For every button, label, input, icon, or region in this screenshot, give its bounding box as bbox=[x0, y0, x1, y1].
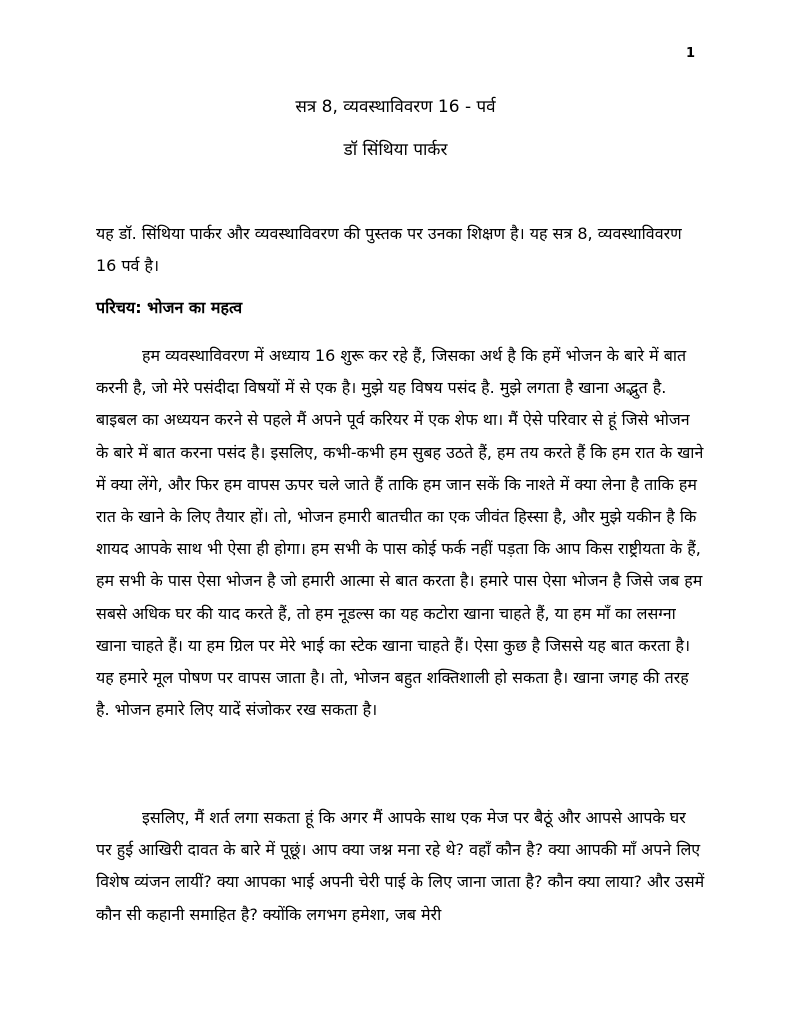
body-paragraph: इसलिए, मैं शर्त लगा सकता हूं कि अगर मैं आपके साथ एक मेज पर बैठूं और आपसे आपके घर पर हुई आखिरी दावत के बारे में पूछूं। आप क्या जश्न मना रहे थे? वहाँ कौन है? क्या आपकी माँ अपने लिए विशेष व्यंजन लायीं? क्या आपका भाई अपनी चेरी पाई के लिए जाना जाता है? कौन क्या लाया? और उसमें कौन सी कहानी समाहित है? क्योंकि लगभग हमेशा, जब मेरी bbox=[96, 808, 705, 924]
intro-paragraph: यह डॉ. सिंथिया पार्कर और व्यवस्थाविवरण की पुस्तक पर उनका शिक्षण है। यह सत्र 8, व्यवस्थाविवरण 16 पर्व है। bbox=[96, 224, 682, 275]
body-paragraph: हम व्यवस्थाविवरण में अध्याय 16 शुरू कर रहे हैं, जिसका अर्थ है कि हमें भोजन के बारे में बात करनी है, जो मेरे पसंदीदा विषयों में से एक है। मुझे यह विषय पसंद है. मुझे लगता है खाना अद्भुत है. बाइबल का अध्ययन करने से पहले मैं अपने पूर्व करियर में एक शेफ था। मैं ऐसे परिवार से हूं जिसे भोजन के बारे में बात करना पसंद है। इसलिए, कभी-कभी हम सुबह उठते हैं, हम तय करते हैं कि हम रात के खाने में क्या लेंगे, और फिर हम वापस ऊपर चले जाते हैं ताकि हम जान सकें कि नाश्ते में क्या लेना है ताकि हम रात के खाने के लिए तैयार हों। तो, भोजन हमारी बातचीत का एक जीवंत हिस्सा है, और मुझे यकीन है कि शायद आपके साथ भी ऐसा ही होगा। हम सभी के पास कोई फर्क नहीं पड़ता कि आप किस राष्ट्रीयता के हैं, हम सभी के पास ऐसा भोजन है जो हमारी आत्मा से बात करता है। हमारे पास ऐसा भोजन है जिसे जब हम सबसे अधिक घर की याद करते हैं, तो हम नूडल्स का यह कटोरा खाना चाहते हैं, या हम माँ का लसग्ना खाना चाहते हैं। या हम ग्रिल पर मेरे भाई का स्टेक खाना चाहते हैं। ऐसा कुछ है जिससे यह बात करता है। यह हमारे मूल पोषण पर वापस जाता है। तो, भोजन बहुत शक्तिशाली हो सकता है। खाना जगह की तरह है. भोजन हमारे लिए यादें संजोकर रख सकता है। bbox=[96, 346, 704, 720]
section-heading: परिचय: भोजन का महत्व bbox=[96, 298, 243, 317]
page-number: 1 bbox=[685, 46, 695, 61]
document-author: डॉ सिंथिया पार्कर bbox=[343, 140, 448, 160]
document-title: सत्र 8, व्यवस्थाविवरण 16 - पर्व bbox=[295, 97, 496, 117]
